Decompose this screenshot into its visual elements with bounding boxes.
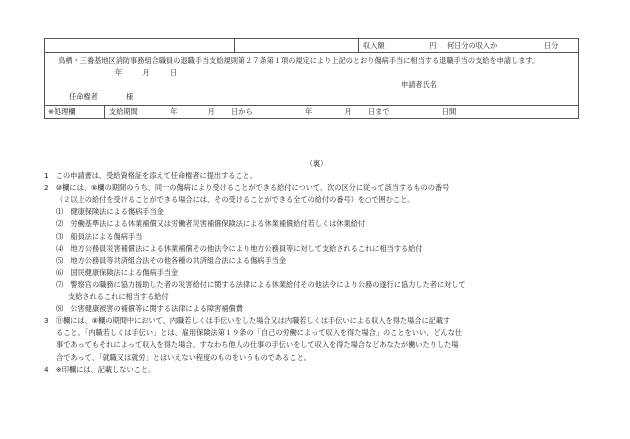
applicant-name-label: 申請者氏名 bbox=[401, 80, 437, 89]
benefit-item-3: ⑶ 船員法による傷病手当 bbox=[56, 231, 143, 241]
note-4: 4 ※印欄には、記載しないこと。 bbox=[44, 364, 156, 374]
note-3-line-1: 3 ⑪欄には、⑧欄の期間中において、内職若しくは手伝いをした場合又は内職若しくは手伝いによる収入を得た場合に記載す bbox=[44, 316, 451, 326]
days-count-label: 日間 bbox=[441, 107, 457, 116]
income-cell bbox=[359, 39, 579, 53]
blank-cell-2 bbox=[235, 39, 359, 53]
processing-label: ※処理欄 bbox=[48, 107, 76, 116]
days-label: 何日分の収入か bbox=[446, 40, 498, 50]
date-line bbox=[51, 67, 572, 79]
benefit-item-2: ⑵ 労働基準法による休業補償又は労働者災害補償保険法による休業補償給付若しくは休業給付 bbox=[56, 219, 366, 229]
applicant-line bbox=[51, 79, 572, 91]
processing-label-cell bbox=[45, 106, 105, 118]
benefit-item-5: ⑸ 地方公務員等共済組合法その他各種の共済組合法による傷病手当金 bbox=[56, 255, 287, 265]
processing-row bbox=[45, 106, 579, 119]
application-table bbox=[44, 38, 579, 119]
date-month: 月 bbox=[142, 68, 150, 77]
benefit-item-7: ⑺ 警察官の職務に協力援助した者の災害給付に関する法律による休業給付その他法令により公務の遂行に協力した者に対して bbox=[56, 279, 466, 289]
from-year: 年 bbox=[170, 107, 178, 116]
note-1: 1 この申請書は、受給資格証を添えて任命権者に提出すること。 bbox=[44, 171, 258, 181]
benefit-item-8: ⑻ 公害健康被害の補償等に関する法律による障害補償費 bbox=[56, 304, 243, 314]
date-day: 日 bbox=[170, 68, 178, 77]
amount-label: 収入額 bbox=[363, 40, 385, 50]
benefit-item-4: ⑷ 地方公務員災害補償法による休業補償その他法令により地方公務員等に対して支給されるこれに相当する給付 bbox=[56, 243, 423, 253]
note-2-line-1: 2 ⑩欄には、⑧欄の期間のうち、同一の傷病により受けることができる給付について、次の区分に従って該当するものの番号 bbox=[44, 183, 450, 193]
blank-cell-1 bbox=[45, 39, 235, 53]
yen-label: 円 bbox=[429, 40, 437, 50]
benefit-item-6: ⑹ 国民健康保険法による傷病手当金 bbox=[56, 267, 179, 277]
from-day: 日から bbox=[231, 107, 253, 116]
payment-period-label: 支給期間 bbox=[109, 107, 138, 116]
statement-cell bbox=[45, 53, 579, 106]
benefit-item-1: ⑴ 健康保険法による傷病手当金 bbox=[56, 207, 164, 217]
back-title: （裏） bbox=[305, 159, 328, 168]
to-month: 月 bbox=[344, 107, 352, 116]
back-notes bbox=[44, 158, 589, 376]
payment-period bbox=[105, 106, 456, 118]
day-unit-label: 日分 bbox=[543, 40, 559, 50]
to-day: 日まで bbox=[367, 107, 390, 116]
benefit-item-7-cont: 支給されるこれに相当する給付 bbox=[68, 292, 169, 302]
appointer-line bbox=[51, 91, 572, 103]
note-3-line-4: 合であって、「就職又は就労」とはいえない程度のものをいうものであること。 bbox=[56, 352, 311, 362]
appointer-label: 任命権者 bbox=[69, 92, 98, 101]
statement-text: 鳥栖・三養基地区消防事務組合職員の退職手当支給規則第２７条第１項の規定により上記のとおり傷病手当に相当する退職手当の支給を申請します。 bbox=[58, 56, 540, 65]
note-3-line-2: ること。「内職若しくは手伝い」とは、雇用保険法第１９条の「自己の労働によって収入を得た場合」のことをいい、どんな仕 bbox=[56, 328, 463, 338]
to-year: 年 bbox=[304, 107, 313, 116]
note-2-line-2: （２以上の給付を受けることができる場合には、その受けることができる全ての給付の番号）を○で囲むこと。 bbox=[56, 195, 415, 205]
note-3-line-3: 事であってもそれによって収入を得た場合、すなわち他人の仕事の手伝いをして収入を得た場合などあなたが働いたりした場 bbox=[56, 340, 459, 350]
date-year: 年 bbox=[115, 68, 123, 77]
appointer-suffix: 様 bbox=[126, 92, 134, 101]
from-month: 月 bbox=[207, 107, 215, 116]
